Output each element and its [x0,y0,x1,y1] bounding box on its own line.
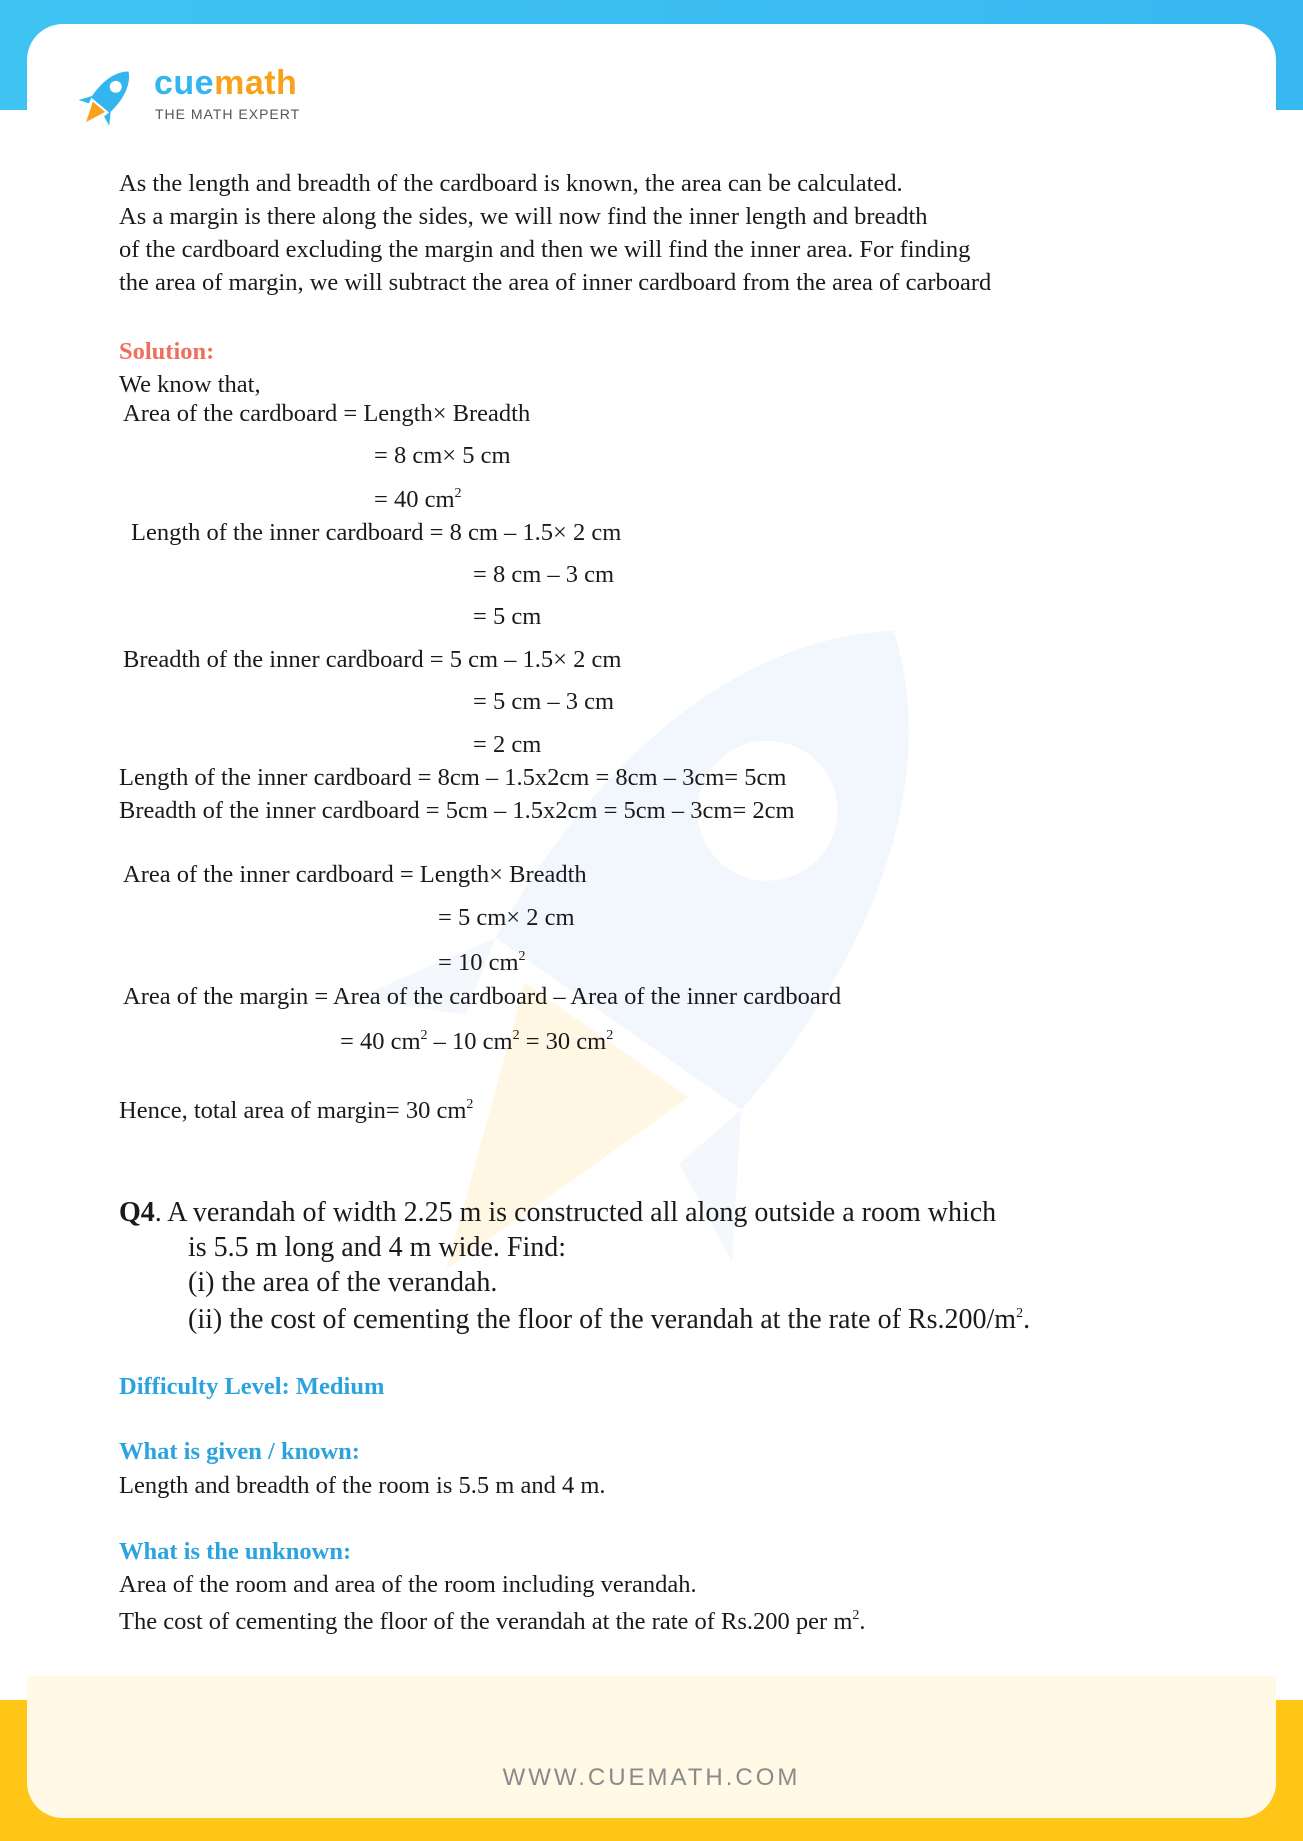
unknown-line-1: Area of the room and area of the room including verandah. [119,1571,697,1598]
intro-line-1: As the length and breadth of the cardboard is known, the area can be calculated. [119,170,903,197]
margin-area-step1: = 40 $cm^2 - 10$ $cm^2 = 30$ $cm^2$ [340,1028,614,1055]
inner-length-step1: = 8 cm – 3 cm [473,561,615,588]
inner-breadth-step2: = 2 cm [473,731,542,758]
inner-length-eq: Length of the inner cardboard = 8 cm – 1.5× 2 cm [131,519,622,546]
solution-intro: We know that, [119,371,261,398]
q4-line-1: Q4. A verandah of width 2.25 m is constructed all along outside a room which [119,1197,997,1228]
logo-wordmark [154,64,297,103]
logo-math: math [214,64,298,102]
logo-tagline: THE MATH EXPERT [155,106,301,122]
inner-breadth-summary: Breadth of the inner cardboard = 5cm – 1.5x2cm = 5cm – 3cm= 2cm [119,797,795,824]
margin-area-eq: Area of the margin = Area of the cardboard – Area of the inner cardboard [123,983,842,1010]
given-heading: What is given / known: [119,1438,360,1465]
inner-area-eq: Area of the inner cardboard = Length× Breadth [123,861,587,888]
inner-breadth-step1: = 5 cm – 3 cm [473,688,615,715]
area-cardboard-step2: = 40 $cm^2$ [374,486,462,513]
intro-line-4: the area of margin, we will subtract the area of inner cardboard from the area of carboard [119,269,992,296]
intro-line-2: As a margin is there along the sides, we will now find the inner length and breadth [119,203,928,230]
intro-line-3: of the cardboard excluding the margin and then we will find the inner area. For finding [119,236,971,263]
solution-heading: Solution: [119,338,215,365]
q4-part-ii: (ii) the cost of cementing the floor of the verandah at the rate of $Rs.200/m^2$. [188,1304,1031,1335]
margin-conclusion: Hence, total area of margin= 30 $cm^2$ [119,1097,474,1124]
cuemath-logo [72,60,332,140]
difficulty-level: Difficulty Level: Medium [119,1373,385,1400]
inner-length-summary: Length of the inner cardboard = 8cm – 1.5x2cm = 8cm – 3cm= 5cm [119,764,787,791]
area-cardboard-step1: = 8 cm× 5 cm [374,442,511,469]
unknown-heading: What is the unknown: [119,1538,352,1565]
card-footer-band [27,1676,1276,1818]
inner-length-step2: = 5 cm [473,603,542,630]
inner-area-step2: = 10 $cm^2$ [438,949,526,976]
inner-area-step1: = 5 cm× 2 cm [438,904,575,931]
area-cardboard-eq: Area of the cardboard = Length× Breadth [123,400,531,427]
rocket-logo-icon [72,60,144,132]
footer-url: WWW.CUEMATH.COM [502,1764,801,1791]
q4-line-2: is 5.5 m long and 4 m wide. Find: [188,1232,566,1263]
q4-part-i: (i) the area of the verandah. [188,1267,498,1298]
logo-cue: cue [154,64,215,102]
inner-breadth-eq: Breadth of the inner cardboard = 5 cm – 1.5× 2 cm [123,646,622,673]
given-text: Length and breadth of the room is 5.5 m and 4 m. [119,1472,606,1499]
unknown-line-2: The cost of cementing the floor of the verandah at the rate of Rs.200 per $m^2$. [119,1608,866,1635]
